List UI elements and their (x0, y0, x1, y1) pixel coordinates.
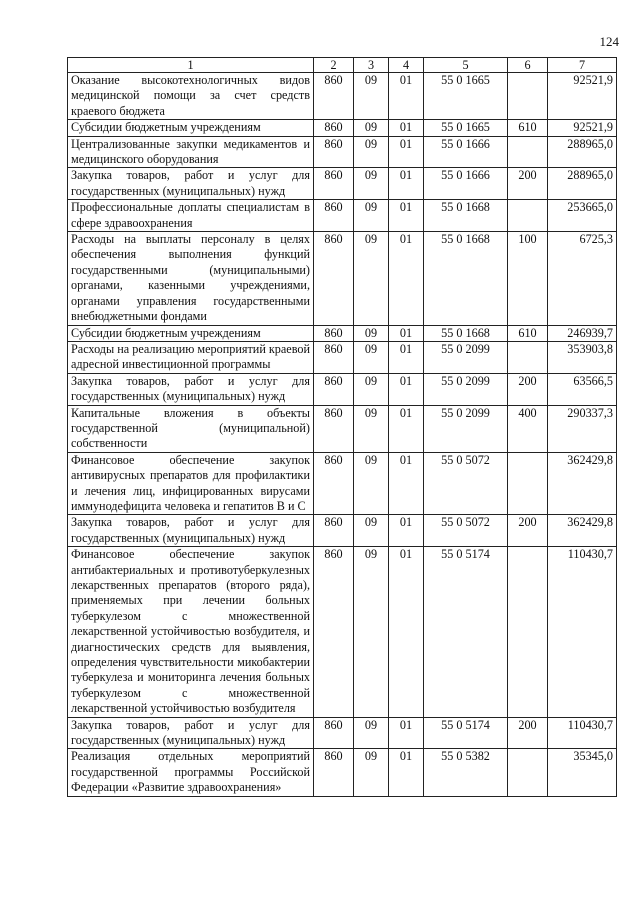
row-subsection-cell: 01 (389, 168, 424, 200)
row-admin-code-cell: 860 (314, 200, 354, 232)
row-admin-code-cell: 860 (314, 749, 354, 796)
row-name-cell: Оказание высокотехнологичных видов медицинской помощи за счет средств краевого бюджета (68, 73, 314, 120)
row-expense-type-cell (508, 749, 548, 796)
row-expense-type-cell: 200 (508, 373, 548, 405)
row-subsection-cell: 01 (389, 341, 424, 373)
row-section-cell: 09 (354, 120, 389, 136)
row-admin-code-cell: 860 (314, 73, 354, 120)
row-name-cell: Закупка товаров, работ и услуг для государственных (муниципальных) нужд (68, 373, 314, 405)
row-amount-cell: 288965,0 (548, 168, 617, 200)
row-amount-cell: 6725,3 (548, 232, 617, 325)
row-name-cell: Капитальные вложения в объекты государственной (муниципальной) собственности (68, 405, 314, 452)
table-row (68, 373, 617, 405)
row-target-item-cell: 55 0 5072 (424, 452, 508, 515)
row-name-cell: Субсидии бюджетным учреждениям (68, 120, 314, 136)
row-admin-code-cell: 860 (314, 515, 354, 547)
table-row (68, 452, 617, 515)
row-name-cell: Закупка товаров, работ и услуг для государственных (муниципальных) нужд (68, 515, 314, 547)
row-expense-type-cell: 400 (508, 405, 548, 452)
row-section-cell: 09 (354, 200, 389, 232)
row-subsection-cell: 01 (389, 749, 424, 796)
table-row (68, 232, 617, 325)
row-section-cell: 09 (354, 73, 389, 120)
row-amount-cell: 92521,9 (548, 73, 617, 120)
row-amount-cell: 110430,7 (548, 717, 617, 749)
row-expense-type-cell (508, 73, 548, 120)
header-cell: 7 (548, 58, 617, 73)
row-subsection-cell: 01 (389, 200, 424, 232)
row-expense-type-cell: 610 (508, 325, 548, 341)
table-row (68, 120, 617, 136)
row-admin-code-cell: 860 (314, 405, 354, 452)
row-section-cell: 09 (354, 325, 389, 341)
row-expense-type-cell (508, 547, 548, 717)
row-admin-code-cell: 860 (314, 452, 354, 515)
row-target-item-cell: 55 0 1666 (424, 168, 508, 200)
row-target-item-cell: 55 0 2099 (424, 341, 508, 373)
table-row (68, 136, 617, 168)
row-target-item-cell: 55 0 5174 (424, 547, 508, 717)
row-subsection-cell: 01 (389, 452, 424, 515)
row-subsection-cell: 01 (389, 120, 424, 136)
row-target-item-cell: 55 0 1668 (424, 325, 508, 341)
table-row (68, 405, 617, 452)
row-target-item-cell: 55 0 1665 (424, 120, 508, 136)
row-name-cell: Субсидии бюджетным учреждениям (68, 325, 314, 341)
row-subsection-cell: 01 (389, 136, 424, 168)
row-expense-type-cell (508, 452, 548, 515)
row-section-cell: 09 (354, 168, 389, 200)
row-amount-cell: 353903,8 (548, 341, 617, 373)
row-amount-cell: 362429,8 (548, 515, 617, 547)
row-expense-type-cell: 200 (508, 168, 548, 200)
table-row (68, 73, 617, 120)
row-expense-type-cell (508, 200, 548, 232)
row-subsection-cell: 01 (389, 717, 424, 749)
row-section-cell: 09 (354, 341, 389, 373)
row-expense-type-cell: 200 (508, 717, 548, 749)
header-cell: 6 (508, 58, 548, 73)
row-admin-code-cell: 860 (314, 232, 354, 325)
row-name-cell: Финансовое обеспечение закупок антивирусных препаратов для профилактики и лечения лиц, инфицированных вирусами иммунодефицита человека и гепатитов B и C (68, 452, 314, 515)
row-admin-code-cell: 860 (314, 547, 354, 717)
row-amount-cell: 35345,0 (548, 749, 617, 796)
row-subsection-cell: 01 (389, 325, 424, 341)
row-amount-cell: 253665,0 (548, 200, 617, 232)
row-target-item-cell: 55 0 2099 (424, 405, 508, 452)
table-row (68, 749, 617, 796)
row-expense-type-cell: 200 (508, 515, 548, 547)
row-target-item-cell: 55 0 5174 (424, 717, 508, 749)
table-row (68, 341, 617, 373)
row-subsection-cell: 01 (389, 405, 424, 452)
row-expense-type-cell: 610 (508, 120, 548, 136)
row-section-cell: 09 (354, 749, 389, 796)
row-name-cell: Финансовое обеспечение закупок антибактериальных и противотуберкулезных лекарственных препаратов (второго ряда), применяемых при лечении больных туберкулезом с множественной лекарственной устойчивостью возбудителя, и диагностических средств для выявления, определения чувствительности микобактерии туберкулеза и мониторинга лечения больных туберкулезом с множественной лекарственной устойчивостью возбудителя (68, 547, 314, 717)
row-amount-cell: 288965,0 (548, 136, 617, 168)
row-subsection-cell: 01 (389, 373, 424, 405)
row-amount-cell: 110430,7 (548, 547, 617, 717)
row-name-cell: Расходы на реализацию мероприятий краевой адресной инвестиционной программы (68, 341, 314, 373)
header-cell: 4 (389, 58, 424, 73)
row-expense-type-cell (508, 136, 548, 168)
table-row (68, 717, 617, 749)
header-cell: 3 (354, 58, 389, 73)
row-name-cell: Централизованные закупки медикаментов и медицинского оборудования (68, 136, 314, 168)
row-admin-code-cell: 860 (314, 168, 354, 200)
row-admin-code-cell: 860 (314, 120, 354, 136)
row-name-cell: Профессиональные доплаты специалистам в сфере здравоохранения (68, 200, 314, 232)
row-admin-code-cell: 860 (314, 136, 354, 168)
table-header-row (68, 58, 617, 73)
row-target-item-cell: 55 0 1666 (424, 136, 508, 168)
row-target-item-cell: 55 0 1665 (424, 73, 508, 120)
row-name-cell: Реализация отдельных мероприятий государственной программы Российской Федерации «Развитие здравоохранения» (68, 749, 314, 796)
row-target-item-cell: 55 0 1668 (424, 200, 508, 232)
header-cell: 1 (68, 58, 314, 73)
row-amount-cell: 290337,3 (548, 405, 617, 452)
row-admin-code-cell: 860 (314, 373, 354, 405)
row-name-cell: Закупка товаров, работ и услуг для государственных (муниципальных) нужд (68, 717, 314, 749)
row-expense-type-cell (508, 341, 548, 373)
row-section-cell: 09 (354, 232, 389, 325)
row-admin-code-cell: 860 (314, 341, 354, 373)
row-section-cell: 09 (354, 136, 389, 168)
row-target-item-cell: 55 0 2099 (424, 373, 508, 405)
row-amount-cell: 92521,9 (548, 120, 617, 136)
row-section-cell: 09 (354, 547, 389, 717)
row-subsection-cell: 01 (389, 515, 424, 547)
table-row (68, 515, 617, 547)
page-number: 124 (599, 34, 619, 49)
row-name-cell: Закупка товаров, работ и услуг для государственных (муниципальных) нужд (68, 168, 314, 200)
row-name-cell: Расходы на выплаты персоналу в целях обеспечения выполнения функций государственными (муниципальными) органами, казенными учреждениями, органами управления государственными внебюджетными фондами (68, 232, 314, 325)
table-row (68, 168, 617, 200)
row-target-item-cell: 55 0 5382 (424, 749, 508, 796)
row-subsection-cell: 01 (389, 232, 424, 325)
row-section-cell: 09 (354, 452, 389, 515)
header-cell: 5 (424, 58, 508, 73)
row-section-cell: 09 (354, 717, 389, 749)
row-target-item-cell: 55 0 5072 (424, 515, 508, 547)
row-subsection-cell: 01 (389, 547, 424, 717)
row-section-cell: 09 (354, 373, 389, 405)
row-admin-code-cell: 860 (314, 325, 354, 341)
table-row (68, 200, 617, 232)
header-cell: 2 (314, 58, 354, 73)
row-expense-type-cell: 100 (508, 232, 548, 325)
budget-table (67, 57, 617, 797)
row-amount-cell: 246939,7 (548, 325, 617, 341)
table-row (68, 325, 617, 341)
row-section-cell: 09 (354, 515, 389, 547)
row-section-cell: 09 (354, 405, 389, 452)
row-amount-cell: 63566,5 (548, 373, 617, 405)
table-row (68, 547, 617, 717)
row-target-item-cell: 55 0 1668 (424, 232, 508, 325)
row-amount-cell: 362429,8 (548, 452, 617, 515)
row-subsection-cell: 01 (389, 73, 424, 120)
row-admin-code-cell: 860 (314, 717, 354, 749)
